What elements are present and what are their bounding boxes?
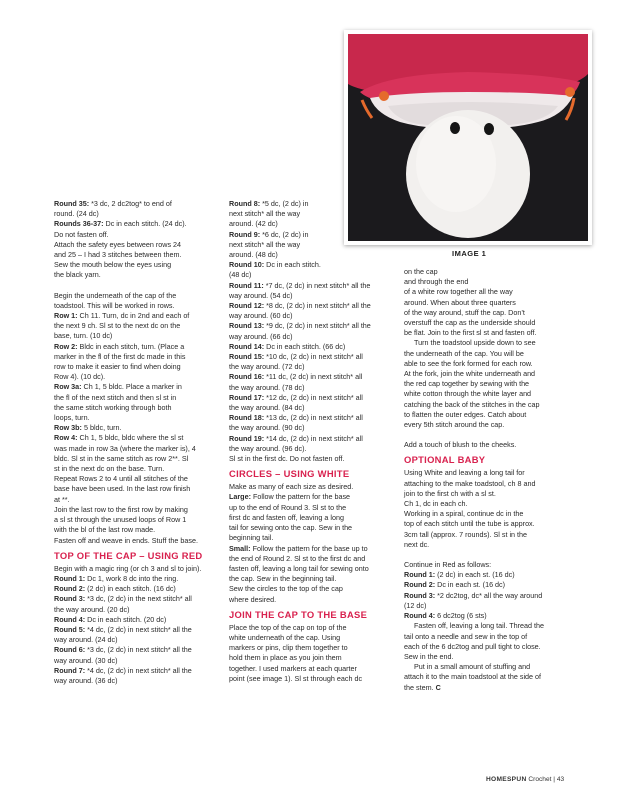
text-line: way around. (36 dc) xyxy=(54,675,118,685)
text-line: Sew in the end. xyxy=(404,651,454,661)
text-line: Round 10: Dc in each stitch. xyxy=(229,260,321,270)
magazine-name: HOMESPUN xyxy=(486,776,527,783)
text-line: (48 dc) xyxy=(229,270,252,280)
watermark: PassionForum.ru xyxy=(532,782,612,793)
magazine-subtitle: Crochet xyxy=(528,776,552,783)
text-line: Round 3: *2 dc2tog, dc* all the way around xyxy=(404,590,543,600)
column-left xyxy=(54,199,219,686)
text-line: and 25 – I had 3 stitches between them. xyxy=(54,250,182,260)
text-line: around. (42 dc) xyxy=(229,219,278,229)
text-line: Sew the circles to the top of the cap xyxy=(229,584,343,594)
text-line: Sew the mouth below the eyes using xyxy=(54,260,172,270)
text-line: Round 15: *10 dc, (2 dc) in next stitch* all xyxy=(229,352,363,362)
text-line: base have been used. In the last row finish xyxy=(54,484,191,494)
text-line: Round 7: *4 dc, (2 dc) in next stitch* all the xyxy=(54,665,192,675)
text-line: each of the 6 dc2tog and pull tight to close. xyxy=(404,641,541,651)
text-line: Small: Follow the pattern for the base up to xyxy=(229,543,368,553)
text-line: Row 2: Bldc in each stitch, turn. (Place a xyxy=(54,341,185,351)
text-line: the way around. (78 dc) xyxy=(229,382,305,392)
text-line: catching the back of the stitches in the cap xyxy=(404,399,540,409)
text-line: the red cap together by sewing with the xyxy=(404,379,530,389)
text-line: every 5th stitch around the cap. xyxy=(404,420,505,430)
text-line: the black yarn. xyxy=(54,270,101,280)
text-line: fasten off, leaving a long tail for sewing onto xyxy=(229,563,369,573)
text-line: Round 8: *5 dc, (2 dc) in xyxy=(229,199,309,208)
text-line: first dc and fasten off, leaving a long xyxy=(229,512,344,522)
text-line: Round 17: *12 dc, (2 dc) in next stitch* all xyxy=(229,392,363,402)
page-number: 43 xyxy=(556,776,565,783)
text-line: tail onto a needle and sew in the top of xyxy=(404,631,528,641)
text-line: Fasten off, leaving a long tail. Thread the xyxy=(414,621,544,631)
text-line: point (see image 1). Sl st through each dc xyxy=(229,673,363,683)
text-line: and through the end xyxy=(404,277,469,287)
text-line: Round 13: *9 dc, (2 dc) in next stitch* all the xyxy=(229,321,371,331)
text-line: Round 16: *11 dc, (2 dc) in next stitch* all xyxy=(229,372,363,382)
text-line: able to see the fork formed for each row. xyxy=(404,358,533,368)
text-line: where desired. xyxy=(229,594,277,604)
text-line: Round 6: *3 dc, (2 dc) in next stitch* all the xyxy=(54,645,192,655)
text-line: way around. (54 dc) xyxy=(229,290,293,300)
text-line: way around. (60 dc) xyxy=(229,311,293,321)
text-line: white underneath of the cap. Using xyxy=(229,632,341,642)
text-line: on the cap xyxy=(404,267,438,276)
text-line: Sl st in the first dc. Do not fasten off. xyxy=(229,454,345,464)
text-line: tail for sewing onto the cap. Sew in the xyxy=(229,523,353,533)
text-line: way around. (66 dc) xyxy=(229,331,293,341)
text-line: the cap. Sew in the beginning tail. xyxy=(229,574,337,584)
text-line: Round 4: Dc in each stitch. (20 dc) xyxy=(54,614,167,624)
text-line: Rounds 36-37: Dc in each stitch. (24 dc). xyxy=(54,219,187,229)
text-line: Round 18: *13 dc, (2 dc) in next stitch* all xyxy=(229,413,363,423)
text-line: Round 12: *8 dc, (2 dc) in next stitch* all the xyxy=(229,301,371,311)
text-line: Round 1: (2 dc) in each st. (16 dc) xyxy=(404,570,515,580)
text-line: around. When about three quarters xyxy=(404,297,516,307)
text-line: Round 14: Dc in each stitch. (66 dc) xyxy=(229,341,346,351)
column-middle xyxy=(229,199,392,684)
text-line: 3cm tall (approx. 7 rounds). Sl st in the xyxy=(404,529,528,539)
text-line: attach it to the main toadstool at the side of xyxy=(404,672,542,682)
text-line: Row 4: Ch 1, 5 bldc, bldc where the sl st xyxy=(54,433,184,443)
text-line: loops, turn. xyxy=(54,413,90,423)
text-line: a sl st through the unused loops of Row 1 xyxy=(54,515,187,525)
text-line: attaching to the make toadstool, ch 8 and xyxy=(404,478,536,488)
text-line: Begin the underneath of the cap of the xyxy=(54,290,177,300)
text-line: Row 3a: Ch 1, 5 bldc. Place a marker in xyxy=(54,382,182,392)
text-line: beginning tail. xyxy=(229,533,274,543)
text-line: the underneath of the cap. You will be xyxy=(404,348,524,358)
heading-optional-baby: OPTIONAL BABY xyxy=(404,454,486,466)
text-line: markers or pins, clip them together to xyxy=(229,643,348,653)
text-line: the stem. C xyxy=(404,682,441,692)
text-line: Row 4). (10 dc). xyxy=(54,372,106,382)
text-line: the way around. (20 dc) xyxy=(54,604,130,614)
text-line: of the way around, stuff the cap. Don’t xyxy=(404,307,525,317)
text-line: Large: Follow the pattern for the base xyxy=(229,492,351,502)
text-line: join to the first ch with a sl st. xyxy=(404,488,496,498)
text-line: base, turn. (10 dc) xyxy=(54,331,113,341)
text-line: Attach the safety eyes between rows 24 xyxy=(54,239,182,249)
text-line: Add a touch of blush to the cheeks. xyxy=(404,440,517,450)
text-line: Round 19: *14 dc, (2 dc) in next stitch* all xyxy=(229,433,363,443)
text-line: Fasten off and weave in ends. Stuff the base. xyxy=(54,535,198,545)
text-line: Do not fasten off. xyxy=(54,229,109,239)
text-line: around. (48 dc) xyxy=(229,250,278,260)
text-line: way around. (24 dc) xyxy=(54,635,118,645)
text-line: Round 2: (2 dc) in each stitch. (16 dc) xyxy=(54,584,176,594)
text-line: the same stitch working through both xyxy=(54,402,172,412)
text-line: next stitch* all the way xyxy=(229,209,301,219)
text-line: round. (24 dc) xyxy=(54,209,99,219)
text-line: Round 1: Dc 1, work 8 dc into the ring. xyxy=(54,573,179,583)
text-line: st in the next dc on the base. Turn. xyxy=(54,464,165,474)
text-line: (12 dc) xyxy=(404,600,427,610)
text-line: Round 5: *4 dc, (2 dc) in next stitch* all the xyxy=(54,624,192,634)
text-line: Repeat Rows 2 to 4 until all stitches of the xyxy=(54,474,188,484)
text-line: the fl of the next stitch and then sl st in xyxy=(54,392,177,402)
heading-circles: CIRCLES – USING WHITE xyxy=(229,468,350,480)
text-line: Ch 1, dc in each ch. xyxy=(404,499,468,509)
text-line: At the fork, join the white underneath and xyxy=(404,369,536,379)
text-line: top of each stitch until the tube is approx. xyxy=(404,519,535,529)
text-line: Row 1: Ch 11. Turn, dc in 2nd and each of xyxy=(54,311,190,321)
text-line: Row 3b: 5 bldc, turn. xyxy=(54,423,122,433)
text-line: marker in the fl of the first dc made in this xyxy=(54,351,186,361)
text-line: next stitch* all the way xyxy=(229,239,301,249)
text-line: Turn the toadstool upside down to see xyxy=(414,338,536,348)
image-caption: IMAGE 1 xyxy=(452,249,487,258)
text-line: Continue in Red as follows: xyxy=(404,560,492,570)
text-line: Round 4: 6 dc2tog (6 sts) xyxy=(404,611,487,621)
text-line: Put in a small amount of stuffing and xyxy=(414,662,531,672)
text-line: to flatten the outer edges. Catch about xyxy=(404,409,527,419)
text-line: Round 35: *3 dc, 2 dc2tog* to end of xyxy=(54,199,172,208)
heading-join-cap: JOIN THE CAP TO THE BASE xyxy=(229,608,368,620)
text-line: the next 9 ch. Sl st to the next dc on the xyxy=(54,321,181,331)
text-line: way around. (30 dc) xyxy=(54,655,118,665)
text-line: next dc. xyxy=(404,539,430,549)
text-line: Round 9: *6 dc, (2 dc) in xyxy=(229,229,309,239)
text-line: bldc. Sl st in the same stitch as row 2**. Sl xyxy=(54,453,189,463)
text-line: Round 2: Dc in each st. (16 dc) xyxy=(404,580,506,590)
footer-separator: | xyxy=(553,776,556,783)
text-line: Place the top of the cap on top of the xyxy=(229,622,347,632)
text-line: row to make it easier to find when doing xyxy=(54,362,181,372)
text-line: the way around. (96 dc). xyxy=(229,443,307,453)
text-line: Begin with a magic ring (or ch 3 and sl to join). xyxy=(54,563,202,573)
text-line: Round 11: *7 dc, (2 dc) in next stitch* all the xyxy=(229,280,371,290)
text-line: at **. xyxy=(54,494,70,504)
text-line: be flat. Join to the first sl st and fasten off. xyxy=(404,328,537,338)
text-line: hold them in place as you join them xyxy=(229,653,342,663)
text-line: Round 3: *3 dc, (2 dc) in the next stitch* all xyxy=(54,594,192,604)
text-line: Join the last row to the first row by making xyxy=(54,504,188,514)
text-line: up to the end of Round 3. Sl st to the xyxy=(229,502,347,512)
text-line: overstuff the cap as the underside should xyxy=(404,318,536,328)
text-line: toadstool. This will be worked in rows. xyxy=(54,300,175,310)
text-line: the way around. (90 dc) xyxy=(229,423,305,433)
text-line: Working in a spiral, continue dc in the xyxy=(404,509,524,519)
text-line: together. I used markers at each quarter xyxy=(229,663,357,673)
text-line: the way around. (84 dc) xyxy=(229,403,305,413)
column-right xyxy=(404,267,570,693)
end-mark: C xyxy=(435,682,441,692)
heading-top-of-cap: TOP OF THE CAP – USING RED xyxy=(54,549,203,561)
text-line: Make as many of each size as desired. xyxy=(229,482,354,492)
text-line: the way around. (72 dc) xyxy=(229,362,305,372)
text-line: with the bl of the last row made. xyxy=(54,525,156,535)
text-line: the end of Round 2. Sl st to the first dc and xyxy=(229,553,366,563)
text-line: of a white row together all the way xyxy=(404,287,513,297)
text-line: Using White and leaving a long tail for xyxy=(404,468,525,478)
text-line: white cotton through the white layer and xyxy=(404,389,532,399)
text-line: was made in row 3a (where the marker is), 4 xyxy=(54,443,196,453)
